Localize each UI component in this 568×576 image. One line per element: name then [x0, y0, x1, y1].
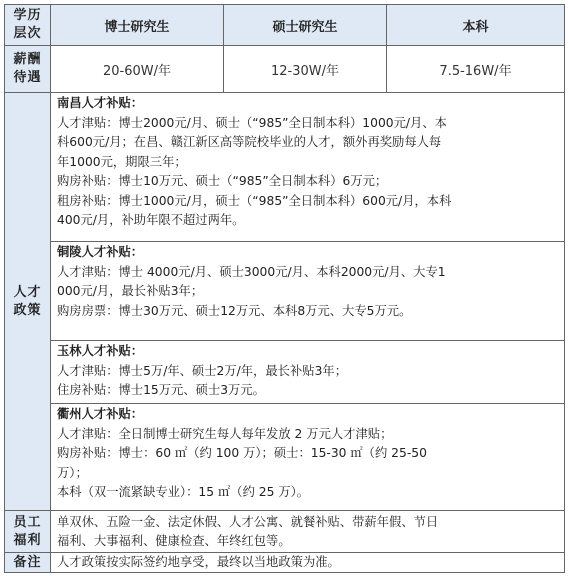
benefits-content	[50, 510, 565, 553]
quzhou-line: 本科（双一流紧缺专业）：15 ㎡（约 25 万）。	[57, 485, 310, 499]
tongling-line: 购房房票：博士30万元、硕士12万元、本科8万元、大专5万元。	[57, 303, 412, 318]
quzhou-line: 人才津贴：全日制博士研究生每人每年发放 2 万元人才津贴；	[57, 426, 393, 441]
benefits-label: 员工 福利	[4, 510, 51, 553]
salary-bachelor-text: 7.5-16W/年	[439, 63, 512, 79]
yulin-line: 住房补贴：博士15万元、硕士3万元。	[57, 383, 265, 397]
nanchang-line: 购房补贴：博士10万元、硕士（“985”全日制本科）6万元；	[57, 174, 388, 188]
remarks-text: 人才政策按实际签约地享受，最终以当地政策为准。	[57, 555, 340, 569]
policy-tongling	[50, 241, 565, 341]
nanchang-line: 科600元/月；在昌、赣江新区高等院校毕业的人才，额外再奖励每人每	[57, 135, 442, 149]
yulin-line: 人才津贴：博士5万/年、硕士2万/年，最长补贴3年；	[57, 363, 347, 378]
salary-bachelor	[386, 45, 565, 93]
nanchang-line: 人才津贴：博士2000元/月、硕士（“985”全日制本科）1000元/月、本	[57, 115, 447, 130]
nanchang-line: 租房补贴：博士1000元/月，硕士（“985”全日制本科）600元/月，本科	[57, 193, 452, 208]
header-bachelor	[386, 4, 565, 46]
nanchang-line: 年1000元，期限三年；	[57, 154, 187, 169]
benefits-line: 福利、大事福利、健康检查、年终红包等。	[57, 534, 291, 548]
salary-master	[223, 45, 387, 93]
header-master-text: 硕士研究生	[272, 19, 338, 35]
quzhou-line: 万）；	[57, 465, 88, 480]
salary-label: 薪酬 待遇	[4, 45, 51, 93]
quzhou-title: 衢州人才补贴：	[57, 407, 144, 421]
policy-yulin	[50, 340, 565, 404]
remarks-label: 备注	[4, 552, 51, 573]
nanchang-title: 南昌人才补贴：	[57, 96, 144, 110]
header-phd-text: 博士研究生	[104, 19, 170, 35]
policy-quzhou	[50, 403, 565, 511]
header-master	[223, 4, 387, 46]
talent-table	[4, 4, 565, 573]
benefits-line: 单双休、五险一金、法定休假、人才公寓、就餐补贴、带薪年假、节日	[57, 515, 439, 529]
policy-nanchang	[50, 92, 565, 242]
quzhou-line: 购房补贴：博士：60 ㎡（约 100 万）；硕士：15-30 ㎡（约 25-50	[57, 446, 427, 460]
salary-phd-text: 20-60W/年	[102, 63, 171, 79]
nanchang-line: 400元/月，补助年限不超过两年。	[57, 213, 245, 227]
tongling-title: 铜陵人才补贴：	[57, 245, 144, 259]
salary-phd	[50, 45, 224, 93]
policy-label: 人才 政策	[4, 92, 51, 511]
header-bachelor-text: 本科	[462, 19, 489, 35]
header-education-level: 学历 层次	[4, 4, 51, 46]
tongling-line: 000元/月，最长补贴3年；	[57, 284, 204, 298]
remarks-content	[50, 552, 565, 573]
salary-master-text: 12-30W/年	[270, 63, 339, 79]
header-phd	[50, 4, 224, 46]
yulin-title: 玉林人才补贴：	[57, 344, 144, 358]
tongling-line: 人才津贴：博士 4000元/月、硕士3000元/月、本科2000元/月、大专1	[57, 264, 446, 279]
